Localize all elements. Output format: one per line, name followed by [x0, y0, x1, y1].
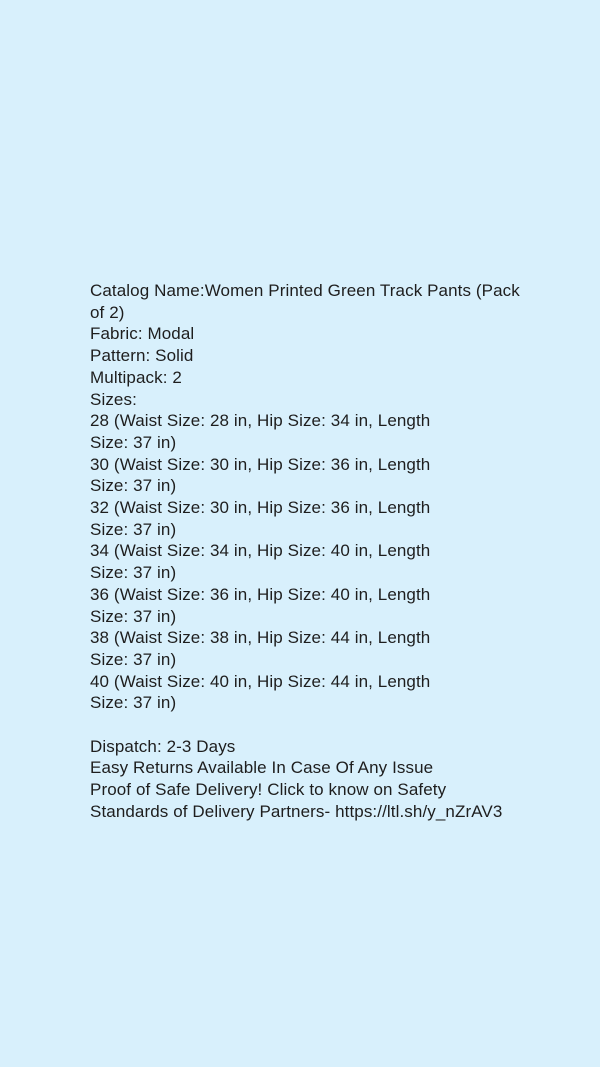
text-line: Standards of Delivery Partners- https://ltl.sh/y_nZrAV3 — [90, 801, 503, 821]
text-line: Size: 37 in) — [90, 519, 177, 539]
text-line: Fabric: Modal — [90, 324, 195, 344]
text-line: Multipack: 2 — [90, 367, 182, 387]
text-line: 34 (Waist Size: 34 in, Hip Size: 40 in, Length — [90, 541, 431, 561]
text-line: 32 (Waist Size: 30 in, Hip Size: 36 in, Length — [90, 498, 431, 518]
text-line: Size: 37 in) — [90, 432, 177, 452]
text-line: Pattern: Solid — [90, 346, 194, 366]
text-line: 28 (Waist Size: 28 in, Hip Size: 34 in, Length — [90, 411, 431, 431]
text-line: Size: 37 in) — [90, 693, 177, 713]
text-line: Size: 37 in) — [90, 563, 177, 583]
text-line: Catalog Name:Women Printed Green Track Pants (Pack — [90, 281, 520, 300]
text-line — [90, 714, 520, 736]
text-line: Sizes: — [90, 389, 137, 409]
text-line: Proof of Safe Delivery! Click to know on Safety — [90, 780, 447, 800]
text-line: 36 (Waist Size: 36 in, Hip Size: 40 in, Length — [90, 584, 431, 604]
text-line: Size: 37 in) — [90, 649, 177, 669]
product-description-text — [90, 280, 520, 823]
text-line: 30 (Waist Size: 30 in, Hip Size: 36 in, Length — [90, 454, 431, 474]
text-line: Easy Returns Available In Case Of Any Issue — [90, 758, 434, 778]
text-line: Size: 37 in) — [90, 476, 177, 496]
text-line: Dispatch: 2-3 Days — [90, 736, 236, 756]
text-line: Size: 37 in) — [90, 606, 177, 626]
text-line: of 2) — [90, 302, 125, 322]
text-line: 40 (Waist Size: 40 in, Hip Size: 44 in, Length — [90, 671, 431, 691]
text-line: 38 (Waist Size: 38 in, Hip Size: 44 in, Length — [90, 628, 431, 648]
